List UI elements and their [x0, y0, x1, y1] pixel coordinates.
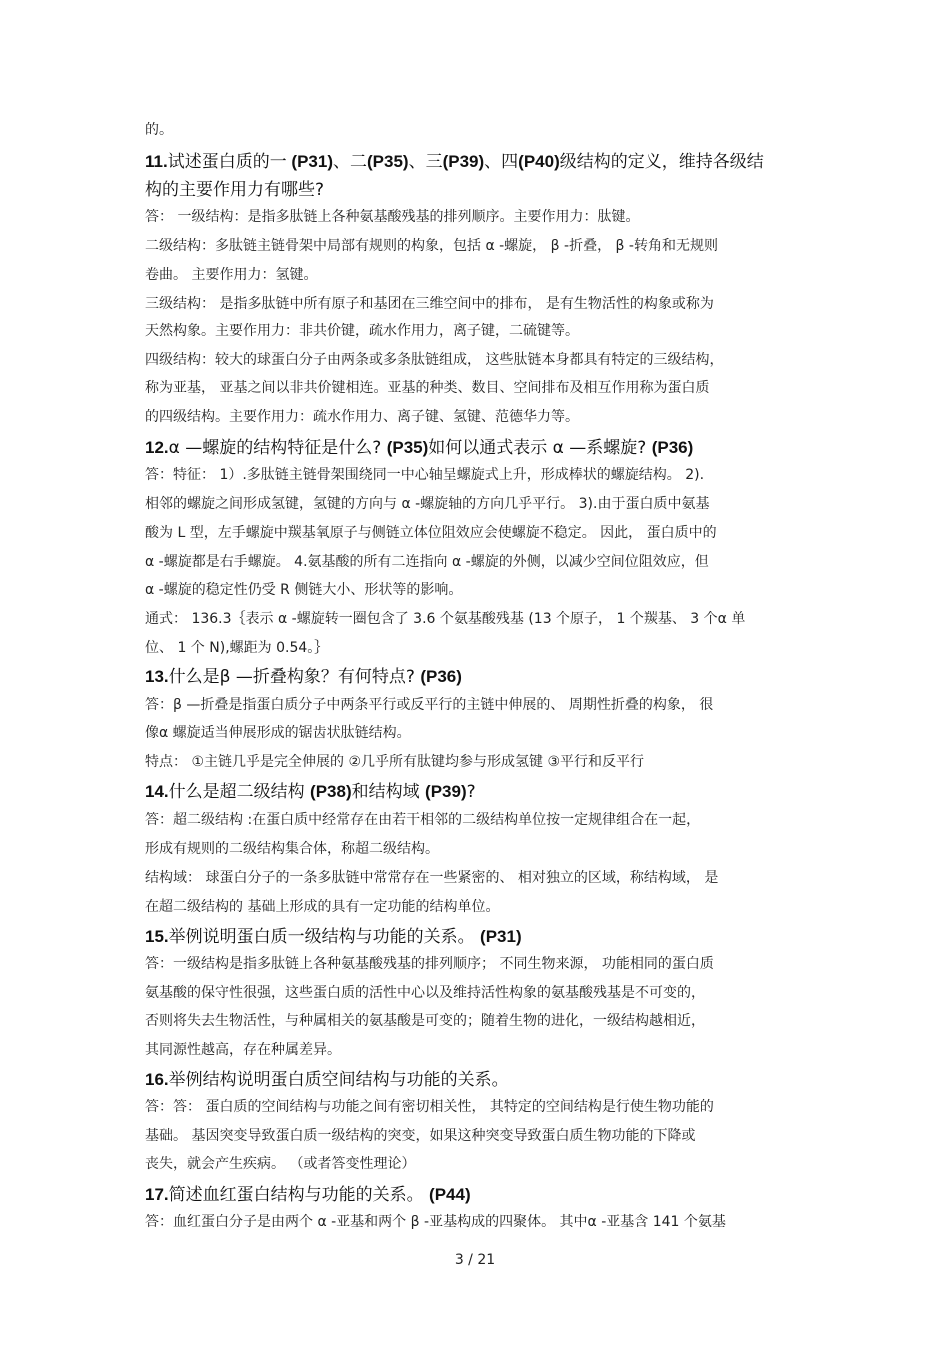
text-line: 形成有规则的二级结构集合体，称超二级结构。 — [145, 841, 439, 857]
text-line: 通式： 136.3｛表示 α -螺旋转一圈包含了 3.6 个氨基酸残基 (13 个原子， 1 个羰基、 3 个α 单 — [145, 611, 746, 627]
text-line: 天然构象。主要作用力：非共价键，疏水作用力，离子键，二硫键等。 — [145, 323, 579, 339]
text-line: 结构域： 球蛋白分子的一条多肽链中常常存在一些紧密的、 相对独立的区域，称结构域， 是 — [145, 870, 719, 886]
text-line: 答：特征： 1）.多肽链主链骨架围绕同一中心轴呈螺旋式上升，形成棒状的螺旋结构。 2). — [145, 467, 705, 483]
page-number: 3 / 21 — [454, 1252, 496, 1268]
text-line: 答：答： 蛋白质的空间结构与功能之间有密切相关性， 其特定的空间结构是行使生物功能的 — [145, 1099, 714, 1115]
question-12-heading: 12.α —螺旋的结构特征是什么? (P35)如何以通式表示 α —系螺旋? (P36) — [145, 438, 694, 458]
text-line: α -螺旋的稳定性仍受 R 侧链大小、形状等的影响。 — [145, 582, 463, 598]
text-line: 丧失，就会产生疾病。 （或者答变性理论） — [145, 1156, 416, 1172]
text-line: 三级结构： 是指多肽链中所有原子和基团在三维空间中的排布， 是有生物活性的构象或称为 — [145, 296, 714, 312]
text-line: 答：血红蛋白分子是由两个 α -亚基和两个 β -亚基构成的四聚体。 其中α -亚基含 141 个氨基 — [145, 1214, 726, 1230]
text-line: 答： 一级结构：是指多肽链上各种氨基酸残基的排列顺序。主要作用力：肽键。 — [145, 209, 640, 225]
text-line: α -螺旋都是右手螺旋。 4.氨基酸的所有二连指向 α -螺旋的外侧，以减少空间位阻效应，但 — [145, 554, 709, 570]
text-line: 基础。 基因突变导致蛋白质一级结构的突变，如果这种突变导致蛋白质生物功能的下降或 — [145, 1128, 696, 1144]
question-15-heading: 15.举例说明蛋白质一级结构与功能的关系。 (P31) — [145, 927, 522, 947]
text-line: 像α 螺旋适当伸展形成的锯齿状肽链结构。 — [145, 725, 411, 741]
text-line: 在超二级结构的 基础上形成的具有一定功能的结构单位。 — [145, 899, 500, 915]
text-line: 二级结构：多肽链主链骨架中局部有规则的构象，包括 α -螺旋， β -折叠， β -转角和无规则 — [145, 238, 718, 254]
text-line: 氨基酸的保守性很强，这些蛋白质的活性中心以及维持活性构象的氨基酸残基是不可变的， — [145, 985, 705, 1001]
text-line: 答：一级结构是指多肽链上各种氨基酸残基的排列顺序； 不同生物来源， 功能相同的蛋白质 — [145, 956, 714, 972]
question-13-heading: 13.什么是β —折叠构象？有何特点? (P36) — [145, 667, 462, 687]
text-line: 的。 — [145, 122, 173, 138]
question-11-heading-cont: 构的主要作用力有哪些? — [145, 180, 325, 200]
text-line: 酸为 L 型，左手螺旋中羰基氧原子与侧链立体位阻效应会使螺旋不稳定。 因此， 蛋白质中的 — [145, 525, 717, 541]
text-line: 其同源性越高，存在种属差异。 — [145, 1042, 341, 1058]
question-14-heading: 14.什么是超二级结构 (P38)和结构域 (P39)? — [145, 782, 476, 802]
text-line: 否则将失去生物活性，与种属相关的氨基酸是可变的；随着生物的进化，一级结构越相近， — [145, 1013, 705, 1029]
text-line: 相邻的螺旋之间形成氢键，氢键的方向与 α -螺旋轴的方向几乎平行。 3).由于蛋白质中氨基 — [145, 496, 710, 512]
text-line: 卷曲。 主要作用力：氢键。 — [145, 267, 318, 283]
text-line: 位、 1 个 N),螺距为 0.54。｝ — [145, 640, 329, 656]
text-line: 的四级结构。主要作用力：疏水作用力、离子键、氢键、范德华力等。 — [145, 409, 579, 425]
question-11-heading: 11.试述蛋白质的一 (P31)、二(P35)、三(P39)、四(P40)级结构的定义，维持各级结 — [145, 152, 764, 172]
question-17-heading: 17.简述血红蛋白结构与功能的关系。 (P44) — [145, 1185, 471, 1205]
question-16-heading: 16.举例结构说明蛋白质空间结构与功能的关系。 — [145, 1070, 509, 1090]
text-line: 特点： ①主链几乎是完全伸展的 ②几乎所有肽键均参与形成氢键 ③平行和反平行 — [145, 754, 645, 770]
text-line: 答：超二级结构 :在蛋白质中经常存在由若干相邻的二级结构单位按一定规律组合在一起， — [145, 812, 701, 828]
text-line: 四级结构：较大的球蛋白分子由两条或多条肽链组成， 这些肽链本身都具有特定的三级结构， — [145, 352, 724, 368]
text-line: 答：β —折叠是指蛋白质分子中两条平行或反平行的主链中伸展的、 周期性折叠的构象， 很 — [145, 697, 714, 713]
text-line: 称为亚基， 亚基之间以非共价键相连。亚基的种类、数目、空间排布及相互作用称为蛋白质 — [145, 380, 710, 396]
